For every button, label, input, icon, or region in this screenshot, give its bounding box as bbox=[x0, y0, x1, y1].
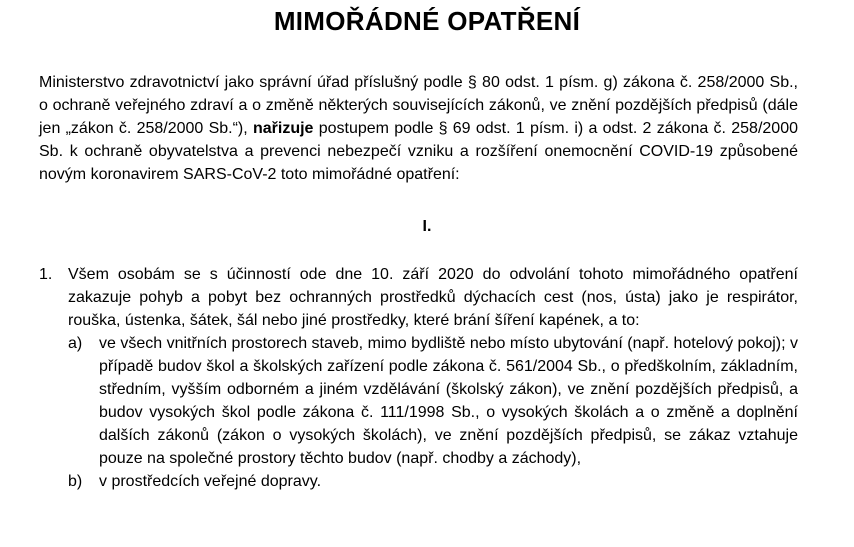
subitem-text: ve všech vnitřních prostorech staveb, mimo bydliště nebo místo ubytování (např. hotelový pokoj); v případě budov škol a školských zařízení podle zákona č. 561/2004 Sb., o předškolním, základním, středním, vyšším odborném a jiném vzdělávání (školský zákon), ve znění pozdějších předpisů, a budov vysokých škol podle zákona č. 111/1998 Sb., o vysokých školách a o změně a doplnění dalších zákonů (zákon o vysokých školách), ve znění pozdějších předpisů, se zákaz vztahuje pouze na společné prostory těchto budov (např. chodby a záchody), bbox=[99, 335, 798, 467]
list-item-text: Všem osobám se s účinností ode dne 10. září 2020 do odvolání tohoto mimořádného opatření zakazuje pohyb a pobyt bez ochranných prostředků dýchacích cest (nos, ústa) jako je respirátor, rouška, ústenka, šátek, šál nebo jiné prostředky, které brání šíření kapének, a to: bbox=[68, 266, 798, 329]
intro-text-before: Ministerstvo zdravotnictví jako správní úřad příslušný podle § 80 odst. 1 písm. g) zákona č. 258/2000 Sb., o ochraně veřejného zdraví a o změně některých souvisejících zákonů, ve znění pozdějších předpisů (dále jen „zákon č. 258/2000 Sb.“), bbox=[39, 74, 798, 137]
subitem-a bbox=[68, 332, 798, 470]
document-title: MIMOŘÁDNÉ OPATŘENÍ bbox=[273, 6, 581, 36]
subitem-text: v prostředcích veřejné dopravy. bbox=[99, 473, 322, 490]
intro-bold-verb: nařizuje bbox=[252, 120, 314, 137]
intro-paragraph bbox=[39, 71, 798, 186]
list-item-1 bbox=[39, 263, 798, 493]
intro-text-after: postupem podle § 69 odst. 1 písm. i) a odst. 2 zákona č. 258/2000 Sb. k ochraně obyvatelstva a prevenci nebezpečí vzniku a rozšíření onemocnění COVID-19 způsobené novým koronavirem SARS-CoV-2 toto mimořádné opatření: bbox=[39, 120, 798, 183]
subitem-marker: b) bbox=[68, 473, 83, 490]
subitem-marker: a) bbox=[68, 335, 83, 352]
section-heading: I. bbox=[422, 218, 432, 235]
subitem-b bbox=[68, 470, 798, 493]
list-item-number: 1. bbox=[39, 266, 53, 283]
